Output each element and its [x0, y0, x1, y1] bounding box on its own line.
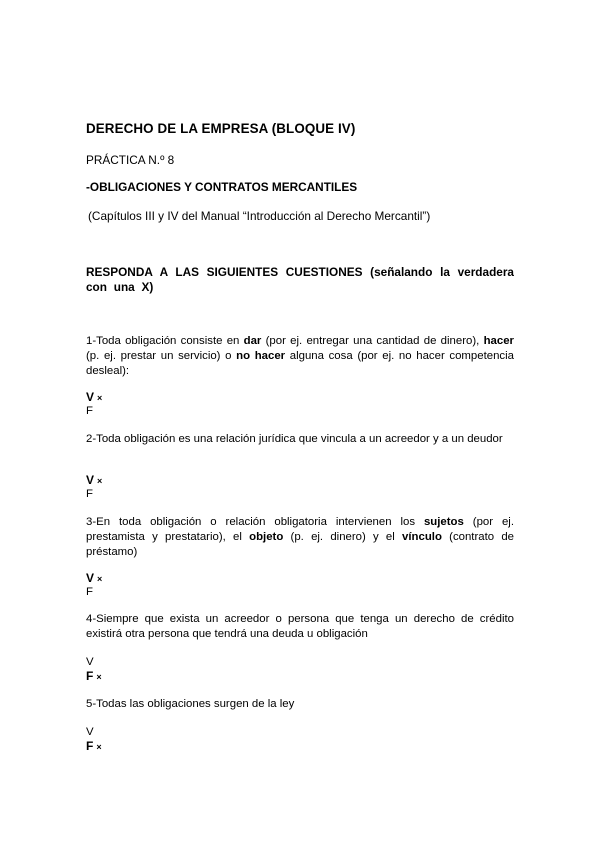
- question-text-part: 4-Siempre que exista un acreedor o persona que tenga un derecho de crédito existirá otra persona que tendrá una deuda u obligación: [86, 613, 514, 640]
- practice-subtitle: -OBLIGACIONES Y CONTRATOS MERCANTILES: [86, 180, 358, 194]
- question-2-text: [86, 432, 514, 447]
- question-text-part: alguna cosa (por ej. no hacer competencia desleal):: [86, 350, 514, 377]
- option-letter: V: [86, 726, 94, 738]
- question-text-part: (por ej. prestamista y prestatario), el: [86, 516, 514, 543]
- selected-mark-icon: ×: [96, 672, 102, 682]
- question-2-option-v[interactable]: [86, 473, 102, 488]
- question-2-option-f[interactable]: [86, 487, 93, 501]
- question-text-part: objeto: [249, 531, 284, 543]
- option-letter: F: [86, 488, 93, 500]
- selected-mark-icon: ×: [96, 742, 102, 752]
- question-4-option-f[interactable]: [86, 669, 102, 684]
- question-text-part: (contrato de préstamo): [86, 531, 515, 558]
- question-3-text: [86, 515, 514, 560]
- question-text-part: (p. ej. dinero) y el: [283, 531, 403, 543]
- question-text-part: 5-Todas las obligaciones surgen de la ley: [86, 698, 295, 710]
- question-text-part: 1-Toda obligación consiste en: [86, 335, 244, 347]
- selected-mark-icon: ×: [97, 574, 103, 584]
- question-1-option-v[interactable]: [86, 390, 102, 405]
- selected-mark-icon: ×: [97, 393, 103, 403]
- question-1-text: [86, 334, 514, 379]
- question-text-part: sujetos: [423, 516, 464, 528]
- option-letter: V: [86, 390, 95, 404]
- question-text-part: hacer: [483, 335, 514, 347]
- question-5-option-v[interactable]: [86, 725, 94, 739]
- question-4-text: [86, 612, 514, 642]
- question-text-part: (por ej. entregar una cantidad de dinero),: [261, 335, 484, 347]
- question-5-option-f[interactable]: [86, 739, 102, 754]
- option-letter: V: [86, 656, 94, 668]
- practice-number: PRÁCTICA N.º 8: [86, 153, 175, 167]
- chapters-reference: (Capítulos III y IV del Manual “Introducción al Derecho Mercantil”): [88, 209, 431, 223]
- question-1-option-f[interactable]: [86, 404, 93, 418]
- question-text-part: vínculo: [402, 531, 442, 543]
- question-3-option-v[interactable]: [86, 571, 102, 586]
- selected-mark-icon: ×: [97, 476, 103, 486]
- option-letter: F: [86, 739, 94, 753]
- option-letter: V: [86, 473, 95, 487]
- question-3-option-f[interactable]: [86, 585, 93, 599]
- question-4-option-v[interactable]: [86, 655, 94, 669]
- question-text-part: dar: [243, 335, 262, 347]
- instructions-heading: RESPONDA A LAS SIGUIENTES CUESTIONES (señalando la verdadera con una X): [86, 265, 514, 294]
- option-letter: F: [86, 405, 93, 417]
- option-letter: F: [86, 669, 94, 683]
- option-letter: F: [86, 586, 93, 598]
- option-letter: V: [86, 571, 95, 585]
- question-text-part: no hacer: [236, 350, 286, 362]
- question-5-text: [86, 697, 514, 712]
- document-title: DERECHO DE LA EMPRESA (BLOQUE IV): [86, 121, 356, 136]
- question-text-part: (p. ej. prestar un servicio) o: [86, 350, 237, 362]
- question-text-part: 3-En toda obligación o relación obligatoria intervienen los: [86, 516, 424, 528]
- question-text-part: 2-Toda obligación es una relación jurídica que vincula a un acreedor y a un deudor: [86, 433, 503, 445]
